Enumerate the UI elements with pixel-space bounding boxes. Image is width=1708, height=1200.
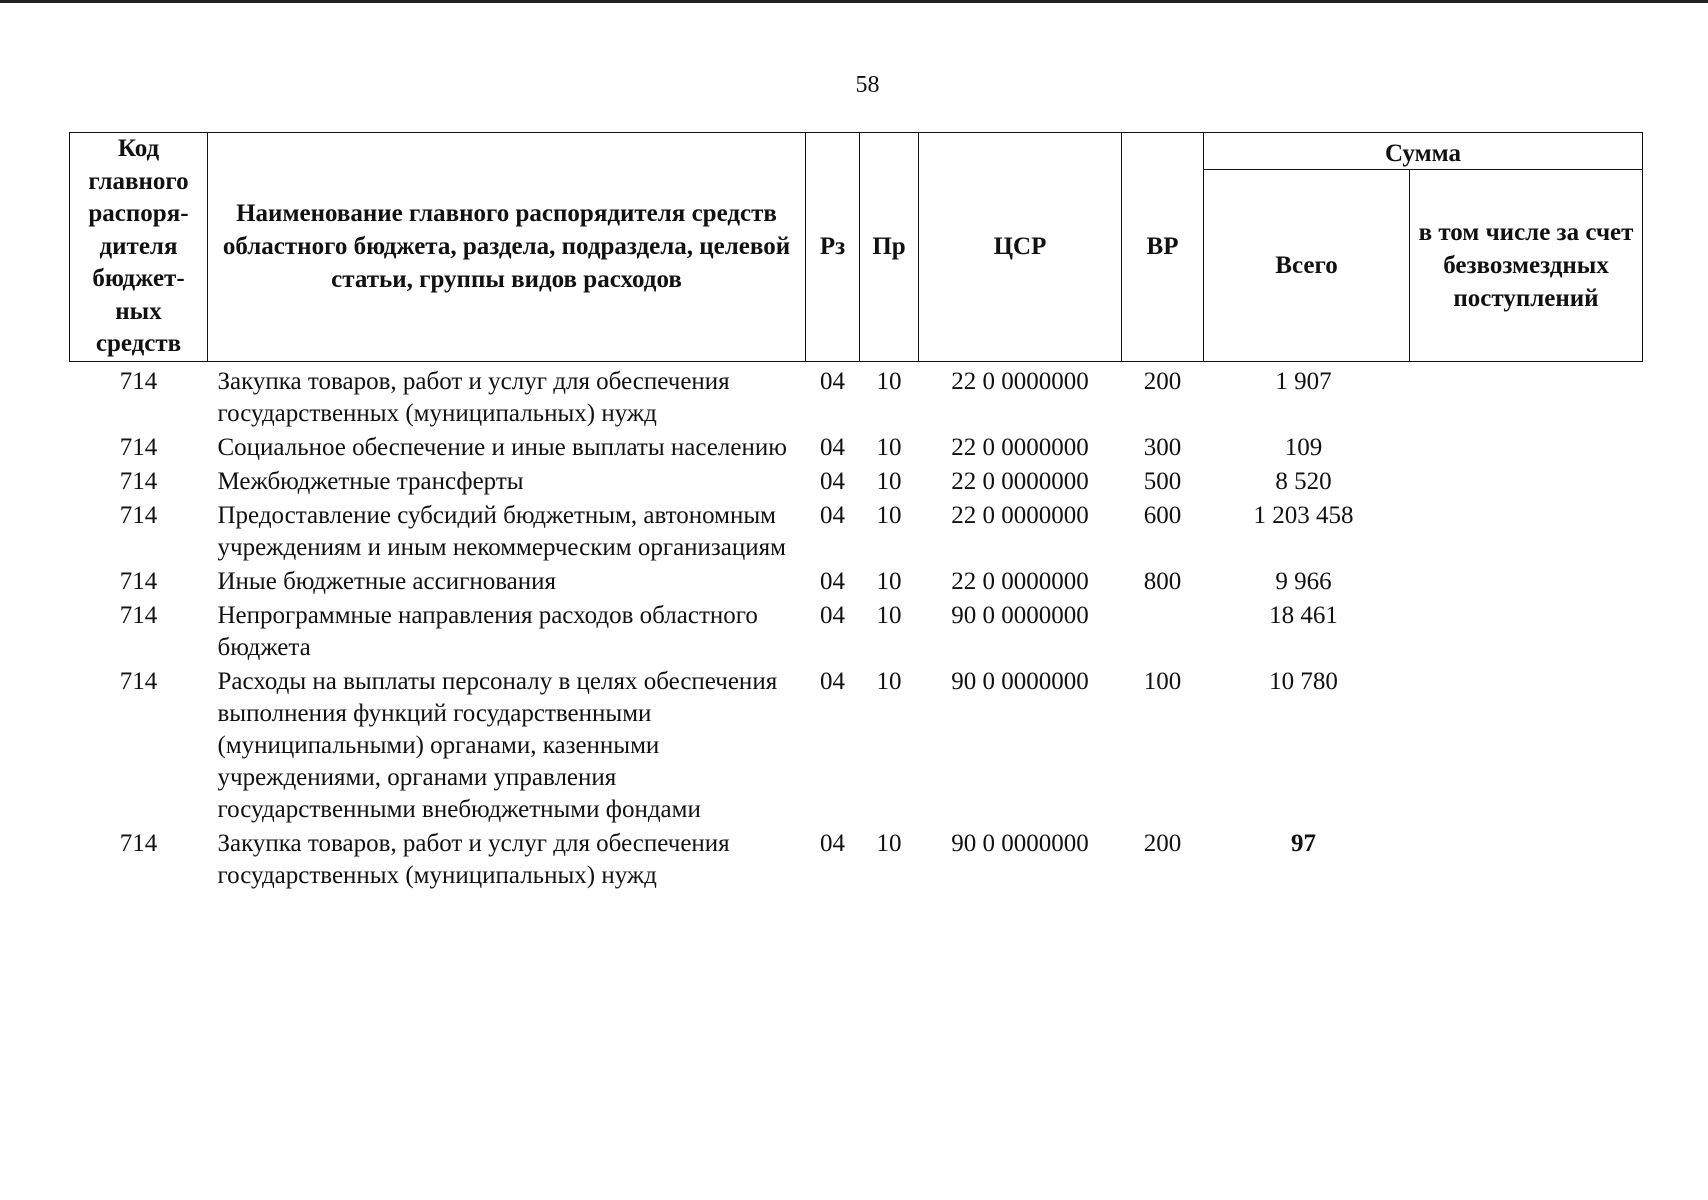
cell-rz: 04 [820, 501, 845, 529]
cell-code: 714 [119, 829, 158, 857]
cell-incl [1410, 499, 1643, 565]
cell-csr: 22 0 0000000 [951, 433, 1089, 461]
cell-vr: 500 [1143, 467, 1182, 495]
header-incl-gratuitous: в том числе за счет безвозмездных поступлений [1410, 170, 1643, 361]
cell-incl [1410, 361, 1643, 431]
cell-csr: 22 0 0000000 [951, 567, 1089, 595]
cell-csr: 90 0 0000000 [951, 829, 1089, 857]
cell-code: 714 [119, 567, 158, 595]
cell-vr: 800 [1143, 567, 1182, 595]
cell-name: Непрограммные направления расходов областного бюджета [217, 601, 758, 661]
cell-code: 714 [119, 501, 158, 529]
cell-rz: 04 [820, 601, 845, 629]
header-code: Код главного распоря-дителя бюджет-ных средств [70, 133, 208, 362]
cell-code: 714 [119, 367, 158, 395]
cell-vr: 600 [1143, 501, 1182, 529]
cell-pr: 10 [876, 433, 902, 461]
cell-incl [1410, 827, 1643, 893]
cell-vr: 300 [1143, 433, 1182, 461]
cell-name: Социальное обеспечение и иные выплаты населению [217, 433, 787, 461]
cell-pr: 10 [876, 501, 902, 529]
table-row [70, 431, 1643, 465]
cell-rz: 04 [820, 667, 845, 695]
cell-code: 714 [119, 433, 158, 461]
cell-pr: 10 [876, 567, 902, 595]
budget-table [69, 132, 1643, 893]
page-number: 58 [855, 72, 880, 98]
table-row [70, 827, 1643, 893]
cell-vr: 100 [1143, 667, 1182, 695]
cell-name: Межбюджетные трансферты [217, 467, 524, 495]
cell-incl [1410, 665, 1643, 827]
cell-rz: 04 [820, 367, 845, 395]
cell-name: Закупка товаров, работ и услуг для обеспечения государственных (муниципальных) нужд [217, 829, 730, 889]
header-sum: Сумма [1204, 133, 1643, 170]
cell-rz: 04 [820, 433, 845, 461]
cell-pr: 10 [876, 829, 902, 857]
table-row [70, 465, 1643, 499]
cell-total: 1 203 458 [1253, 501, 1354, 529]
cell-vr: 200 [1143, 829, 1182, 857]
cell-vr: 200 [1143, 367, 1182, 395]
cell-name: Предоставление субсидий бюджетным, автономным учреждениям и иным некоммерческим организациям [217, 501, 786, 561]
cell-total: 10 780 [1269, 667, 1338, 695]
cell-pr: 10 [876, 367, 902, 395]
header-total: Всего [1204, 170, 1410, 361]
cell-total: 109 [1284, 433, 1323, 461]
table-row [70, 361, 1643, 431]
header-vr: ВР [1122, 133, 1204, 362]
table-row [70, 665, 1643, 827]
cell-vr [1122, 599, 1204, 665]
cell-name: Расходы на выплаты персоналу в целях обеспечения выполнения функций государственными (муниципальными) органами, казенными учреждениями, органами управления государственными внебюджетными фондами [217, 667, 778, 823]
cell-total: 8 520 [1275, 467, 1332, 495]
cell-incl [1410, 599, 1643, 665]
cell-rz: 04 [820, 467, 845, 495]
cell-name: Закупка товаров, работ и услуг для обеспечения государственных (муниципальных) нужд [217, 367, 730, 427]
cell-total: 1 907 [1275, 367, 1332, 395]
cell-pr: 10 [876, 467, 902, 495]
cell-rz: 04 [820, 829, 845, 857]
cell-incl [1410, 465, 1643, 499]
cell-csr: 22 0 0000000 [951, 367, 1089, 395]
cell-total: 9 966 [1275, 567, 1332, 595]
table-row [70, 499, 1643, 565]
cell-rz: 04 [820, 567, 845, 595]
header-rz: Рз [806, 133, 860, 362]
cell-csr: 22 0 0000000 [951, 501, 1089, 529]
cell-pr: 10 [876, 601, 902, 629]
cell-incl [1410, 431, 1643, 465]
table-row [70, 565, 1643, 599]
table-row [70, 599, 1643, 665]
cell-pr: 10 [876, 667, 902, 695]
cell-name: Иные бюджетные ассигнования [217, 567, 557, 595]
cell-code: 714 [119, 667, 158, 695]
cell-total: 97 [1291, 829, 1316, 857]
header-name: Наименование главного распорядителя средств областного бюджета, раздела, подраздела, целевой статьи, группы видов расходов [208, 133, 806, 362]
cell-code: 714 [119, 467, 158, 495]
cell-csr: 22 0 0000000 [951, 467, 1089, 495]
header-csr: ЦСР [919, 133, 1122, 362]
cell-total: 18 461 [1269, 601, 1338, 629]
cell-csr: 90 0 0000000 [951, 667, 1089, 695]
scan-edge [0, 0, 1708, 3]
cell-csr: 90 0 0000000 [951, 601, 1089, 629]
cell-incl [1410, 565, 1643, 599]
cell-code: 714 [119, 601, 158, 629]
header-pr: Пр [860, 133, 919, 362]
